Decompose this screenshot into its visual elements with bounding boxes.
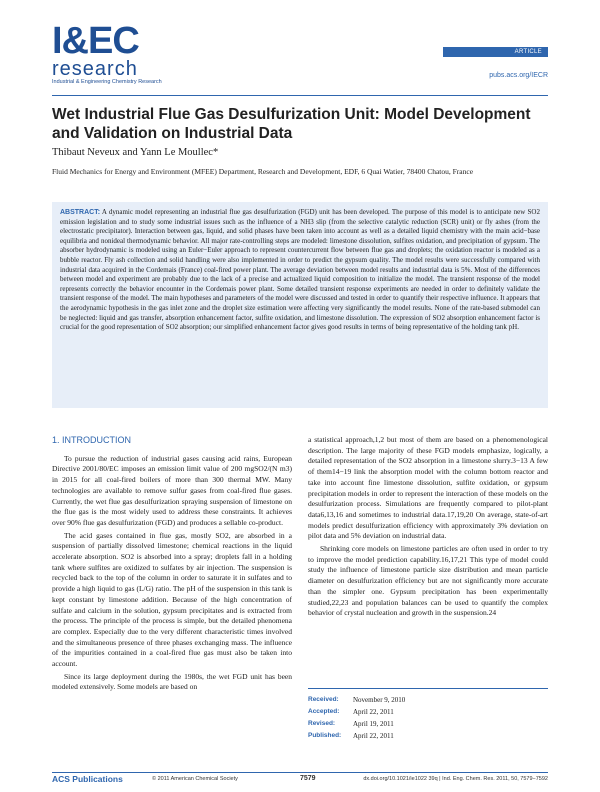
- page-number: 7579: [300, 775, 316, 782]
- affiliation: Fluid Mechanics for Energy and Environment (MFEE) Department, Research and Development, EDF, 6 Quai Watier, 78400 Chatou, France: [52, 167, 474, 176]
- section-heading-introduction: 1. INTRODUCTION: [52, 435, 132, 445]
- footer-divider: [52, 772, 548, 773]
- date-row-published: [308, 730, 548, 742]
- abstract-box: [52, 202, 548, 408]
- abstract-text: A dynamic model representing an industrial flue gas desulfurization (FGD) unit has been developed. The purpose of this model is to anticipate new SO2 emission legislation and to study some industrial issues such as the influence of a NH3 slip (from the selective catalytic reduction (SCR) unit) or fly ashes (from the electrostatic precipitator). Interaction between gas, liquid, and solid phases have been taken into account as well as a detailed liquid chemistry with the main acid−base equilibria and nonideal thermodynamic behavior. All major rate-controlling steps are modeled: limestone dissolution, sulfites oxidation, and precipitation of gypsum. The absorber hydrodynamic is modeled using an Euler−Euler approach to represent countercurrent flow between flue gas and droplets; the oxidation reactor is modeled as a bubble reactor. Fly ash collection and solid handling were also implemented in order to predict the gypsum quality. The model results were successfully compared with industrial data acquired in the Cordemais (France) coal-fired power plant. The average deviation between model results and industrial data is 5%. Most of the differences between model and experiment are probably due to the lack of a precise and actualized liquid composition to initialize the model. The transient response of the model represents correctly the behavior encounter in the Cordemais power plant. Some detailed transient response experiments are needed in order to definitely validate the transient response of the model. The main hypotheses and parameters of the model were discussed and tested in order to quantify their respective influence. It appears that the aerodynamic hypothesis in the gas inlet zone and the droplet size estimation were affecting very significantly the model results. None of the rate-based submodel can be neglected: liquid and gas transfer, absorption enhancement factor, sulfite oxidation, and limestone dissolution. The expression of SO2 absorption enhancement factor is crucial for the good representation of SO2 absorption; our simplified enhancement factor gives good results in terms of being representative of the holding tank pH.: [60, 208, 540, 332]
- body-paragraph: The acid gases contained in flue gas, mostly SO2, are absorbed in a suspension of partially dissolved limestone; chemical reactions in the liquid accelerate absorption. SO2 is absorbed into a spray; droplets fall in a holding tank where sulfites are oxidized to sulfates by air injection. The suspension is recycled back to the top of the column in order to saturate it in sulfates and to provide a high liquid to gas (L/G) ratio. The pH of the suspension in this tank is kept constant by limestone addition. Because of the high concentration of sulfate and calcium in the solution, gypsum precipitates and is extracted from the process. The principle of the process is simple, but the detailed phenomena are complex. Especially due to the very different characteristic times involved and the simultaneous presence of three phases exchanging mass. The influence of the impurities contained in a coal-fired flue gas must also be taken into account.: [52, 530, 292, 669]
- page-footer: [52, 774, 548, 786]
- acs-publications-logo: ACS Publications: [52, 774, 123, 784]
- date-row-accepted: [308, 706, 548, 718]
- logo-sub-text: research: [52, 58, 138, 80]
- body-paragraph: Shrinking core models on limestone particles are often used in order to try to improve the model prediction capability.16,17,21 This type of model could study the influence of limestone particle size distribution and mean particle diameter on desulfurization efficiency but are not significantly more accurate than the simpler one. Gypsum precipitation has been experimentally studied,22,23 and population balances can be used to quantify the complex behavior of crystal nucleation and growth in the suspension.24: [308, 544, 548, 618]
- journal-url-link[interactable]: pubs.acs.org/IECR: [489, 72, 548, 79]
- date-label: Accepted:: [308, 708, 340, 715]
- header-divider: [52, 95, 548, 96]
- date-value: April 22, 2011: [353, 708, 394, 716]
- article-type-badge: ARTICLE: [443, 47, 548, 57]
- date-label: Received:: [308, 696, 339, 703]
- date-row-received: [308, 694, 548, 706]
- journal-logo: [52, 22, 202, 96]
- date-value: April 19, 2011: [353, 720, 394, 728]
- date-label: Published:: [308, 732, 342, 739]
- logo-journal-name: Industrial & Engineering Chemistry Research: [52, 79, 162, 85]
- doi-citation-link[interactable]: dx.doi.org/10.1021/ie1022 39q | Ind. Eng. Chem. Res. 2011, 50, 7579−7592: [363, 776, 548, 782]
- body-paragraph: a statistical approach,1,2 but most of them are based on a phenomenological description. The large majority of these FGD models emphasize, logically, a detailed representation of the SO2 absorption in a limestone slurry.3−13 A few of them14−19 link the absorption model with the column bottom reactor and take into account fine limestone dissolution, sulfite oxidation, or gypsum precipitation models in order to represent the interaction of these models on the desulfurization process. Simulations are frequently compared to pilot-plant data6,13,16 and sometimes to industrial data.17,19,20 On average, state-of-art models predict desulfurization efficiency with approximately 3% deviation on pilot data and 5% deviation on industrial data.: [308, 435, 548, 541]
- date-row-revised: [308, 718, 548, 730]
- date-value: April 22, 2011: [353, 732, 394, 740]
- date-label: Revised:: [308, 720, 336, 727]
- right-column: [308, 435, 548, 621]
- body-paragraph: To pursue the reduction of industrial gases causing acid rains, European Directive 2001/80/EC imposes an emission limit value of 200 mgSO2/(N m3) in 2015 for all coal-fired boilers of more than 300 thermal MW. Many technologies are available to remove sulfur gases from coal-fired flue gases. Currently, the wet flue gas desulfurization spraying suspension of limestone on the flue gas is the most widely used to address these constraints. It achieves over 90% flue gas desulfurization (FGD) and produces a sellable co-product.: [52, 453, 292, 527]
- author-list: Thibaut Neveux and Yann Le Moullec*: [52, 147, 219, 158]
- left-column: [52, 435, 292, 695]
- body-paragraph: Since its large deployment during the 1980s, the wet FGD unit has been modeled extensively. Some models are based on: [52, 671, 292, 692]
- copyright-notice: © 2011 American Chemical Society: [152, 776, 238, 782]
- publication-dates: [308, 688, 548, 742]
- article-title: Wet Industrial Flue Gas Desulfurization Unit: Model Development and Validation on Industrial Data: [52, 106, 531, 142]
- logo-main-text: I&EC: [52, 20, 139, 62]
- abstract-label: ABSTRACT:: [60, 209, 101, 216]
- date-value: November 9, 2010: [353, 696, 406, 704]
